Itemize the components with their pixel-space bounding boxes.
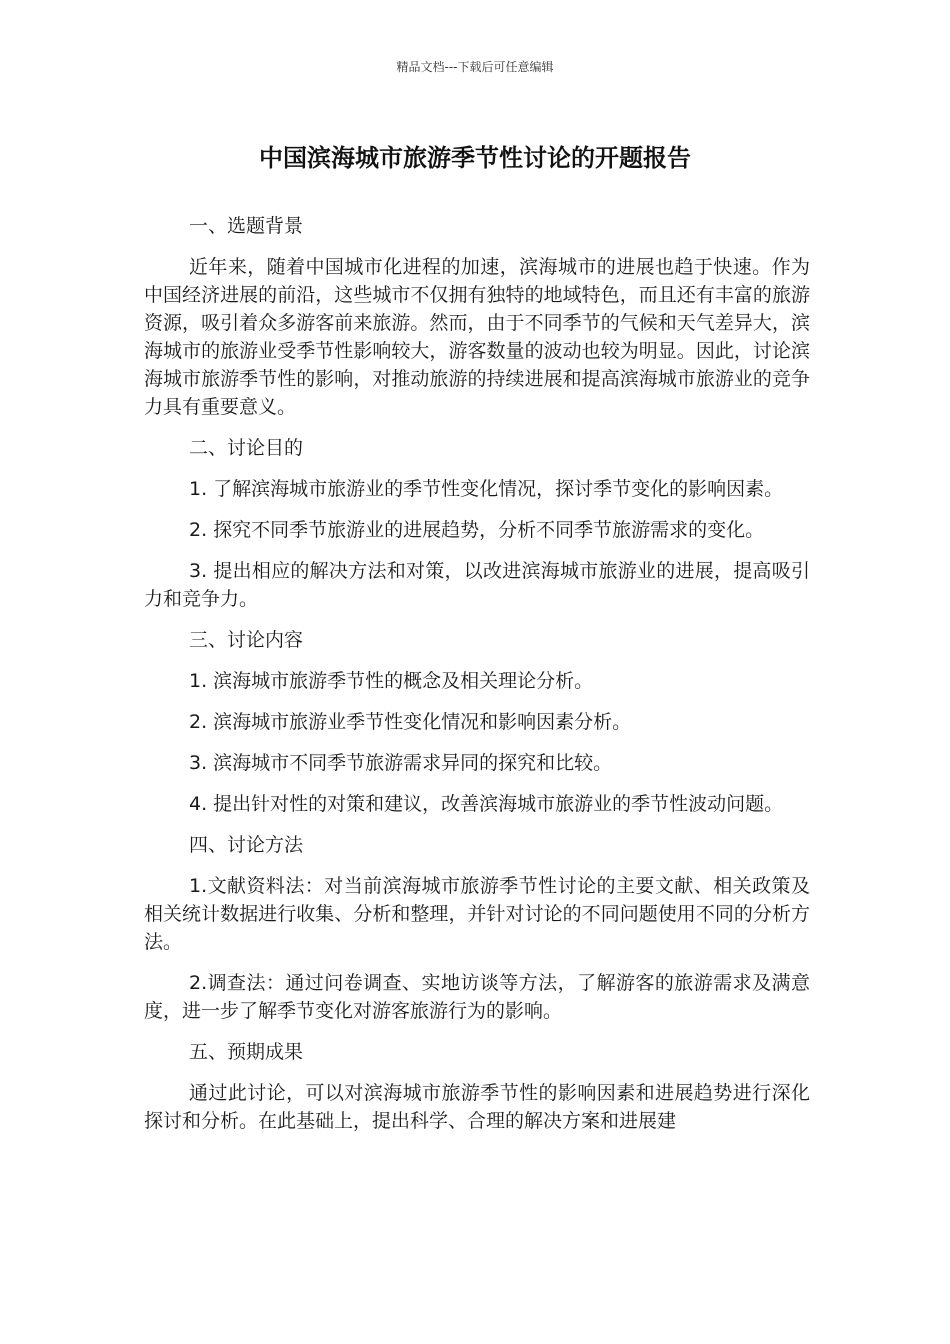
background-paragraph: 近年来，随着中国城市化进程的加速，滨海城市的进展也趋于快速。作为中国经济进展的前沿，这些城市不仅拥有独特的地域特色，而且还有丰富的旅游资源，吸引着众多游客前来旅游。然而，由于不同季节的气候和天气差异大，滨海城市的旅游业受季节性影响较大，游客数量的波动也较为明显。因此，讨论滨海城市旅游季节性的影响，对推动旅游的持续进展和提高滨海城市旅游业的竞争力具有重要意义。 <box>144 256 810 418</box>
purpose-item: 1. 了解滨海城市旅游业的季节性变化情况，探讨季节变化的影响因素。 <box>189 478 784 500</box>
document-body <box>144 212 810 1148</box>
content-item: 3. 滨海城市不同季节旅游需求异同的探究和比较。 <box>189 752 613 774</box>
section-heading-background: 一、选题背景 <box>189 215 304 237</box>
section-heading-outcomes: 五、预期成果 <box>189 1041 304 1063</box>
page-header-note: 精品文档---下载后可任意编辑 <box>396 60 554 74</box>
content-item: 2. 滨海城市旅游业季节性变化情况和影响因素分析。 <box>189 711 632 733</box>
content-item: 1. 滨海城市旅游季节性的概念及相关理论分析。 <box>189 670 594 692</box>
method-item: 1.文献资料法：对当前滨海城市旅游季节性讨论的主要文献、相关政策及相关统计数据进行收集、分析和整理，并针对讨论的不同问题使用不同的分析方法。 <box>144 875 810 953</box>
method-item: 2.调查法：通过问卷调查、实地访谈等方法，了解游客的旅游需求及满意度，进一步了解季节变化对游客旅游行为的影响。 <box>144 972 810 1022</box>
outcomes-paragraph: 通过此讨论，可以对滨海城市旅游季节性的影响因素和进展趋势进行深化探讨和分析。在此基础上，提出科学、合理的解决方案和进展建 <box>144 1082 810 1132</box>
document-title: 中国滨海城市旅游季节性讨论的开题报告 <box>259 144 691 172</box>
section-heading-content: 三、讨论内容 <box>189 629 304 651</box>
purpose-item: 2. 探究不同季节旅游业的进展趋势，分析不同季节旅游需求的变化。 <box>189 519 765 541</box>
section-heading-purpose: 二、讨论目的 <box>189 437 304 459</box>
purpose-item: 3. 提出相应的解决方法和对策，以改进滨海城市旅游业的进展，提高吸引力和竞争力。 <box>144 560 810 610</box>
content-item: 4. 提出针对性的对策和建议，改善滨海城市旅游业的季节性波动问题。 <box>189 793 784 815</box>
section-heading-methods: 四、讨论方法 <box>189 834 304 856</box>
